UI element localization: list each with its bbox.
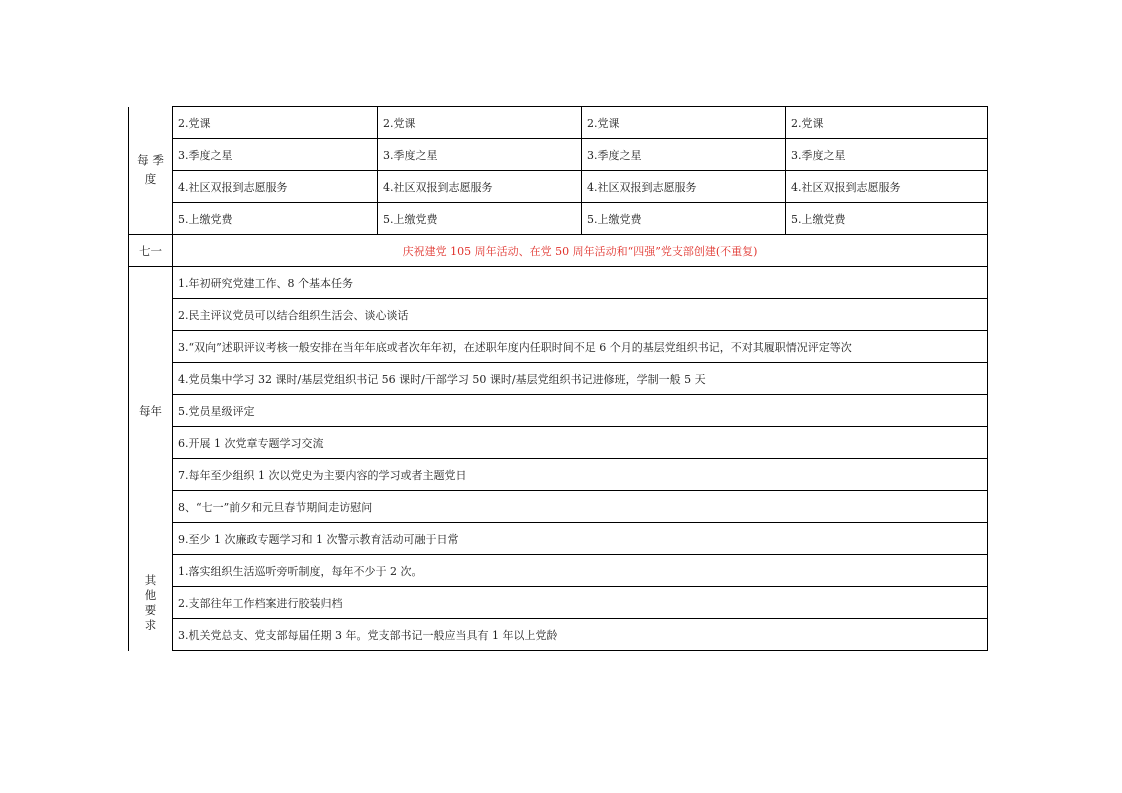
quarterly-cell: 5.上缴党费	[582, 203, 786, 235]
yearly-item: 3.“双向”述职评议考核一般安排在当年年底或者次年年初，在述职年度内任职时间不足 6 个月的基层党组织书记，不对其履职情况评定等次	[173, 331, 988, 363]
quarterly-label-line2: 度	[144, 172, 157, 187]
table-row	[129, 459, 988, 491]
yearly-item: 8、“七一”前夕和元旦春节期间走访慰问	[173, 491, 988, 523]
july-label: 七一	[129, 235, 173, 267]
table-row	[129, 523, 988, 555]
party-work-schedule-table	[128, 106, 988, 651]
table-row	[129, 171, 988, 203]
table-row	[129, 203, 988, 235]
quarterly-cell: 4.社区双报到志愿服务	[173, 171, 378, 203]
table-row	[129, 427, 988, 459]
yearly-item: 2.民主评议党员可以结合组织生活会、谈心谈话	[173, 299, 988, 331]
table-row	[129, 619, 988, 651]
table-row	[129, 267, 988, 299]
yearly-item: 9.至少 1 次廉政专题学习和 1 次警示教育活动可融于日常	[173, 523, 988, 555]
yearly-item: 1.年初研究党建工作、8 个基本任务	[173, 267, 988, 299]
quarterly-cell: 3.季度之星	[378, 139, 582, 171]
table-row	[129, 331, 988, 363]
quarterly-cell: 5.上缴党费	[786, 203, 988, 235]
quarterly-label	[129, 107, 173, 235]
quarterly-cell: 5.上缴党费	[173, 203, 378, 235]
other-item: 3.机关党总支、党支部每届任期 3 年。党支部书记一般应当具有 1 年以上党龄	[173, 619, 988, 651]
table-row	[129, 139, 988, 171]
quarterly-cell: 2.党课	[378, 107, 582, 139]
yearly-item: 5.党员星级评定	[173, 395, 988, 427]
table-row	[129, 299, 988, 331]
quarterly-cell: 2.党课	[786, 107, 988, 139]
quarterly-cell: 2.党课	[173, 107, 378, 139]
table-row	[129, 363, 988, 395]
yearly-item: 6.开展 1 次党章专题学习交流	[173, 427, 988, 459]
other-label	[129, 555, 173, 651]
table-row	[129, 235, 988, 267]
quarterly-cell: 3.季度之星	[582, 139, 786, 171]
table-row	[129, 555, 988, 587]
quarterly-label-line1: 每 季	[137, 153, 164, 168]
quarterly-cell: 4.社区双报到志愿服务	[786, 171, 988, 203]
other-item: 1.落实组织生活巡听旁听制度，每年不少于 2 次。	[173, 555, 988, 587]
yearly-item: 4.党员集中学习 32 课时/基层党组织书记 56 课时/干部学习 50 课时/基层党组织书记进修班，学制一般 5 天	[173, 363, 988, 395]
table-row	[129, 491, 988, 523]
other-item: 2.支部往年工作档案进行胶装归档	[173, 587, 988, 619]
yearly-label: 每年	[129, 267, 173, 555]
quarterly-cell: 3.季度之星	[786, 139, 988, 171]
table-row	[129, 395, 988, 427]
quarterly-cell: 2.党课	[582, 107, 786, 139]
table-row	[129, 107, 988, 139]
quarterly-cell: 4.社区双报到志愿服务	[582, 171, 786, 203]
table-row	[129, 587, 988, 619]
quarterly-cell: 3.季度之星	[173, 139, 378, 171]
july-activity-text: 庆祝建党 105 周年活动、在党 50 周年活动和“四强”党支部创建(不重复)	[173, 235, 988, 267]
yearly-item: 7.每年至少组织 1 次以党史为主要内容的学习或者主题党日	[173, 459, 988, 491]
quarterly-cell: 4.社区双报到志愿服务	[378, 171, 582, 203]
other-label-text: 其他要求	[144, 572, 157, 632]
quarterly-cell: 5.上缴党费	[378, 203, 582, 235]
